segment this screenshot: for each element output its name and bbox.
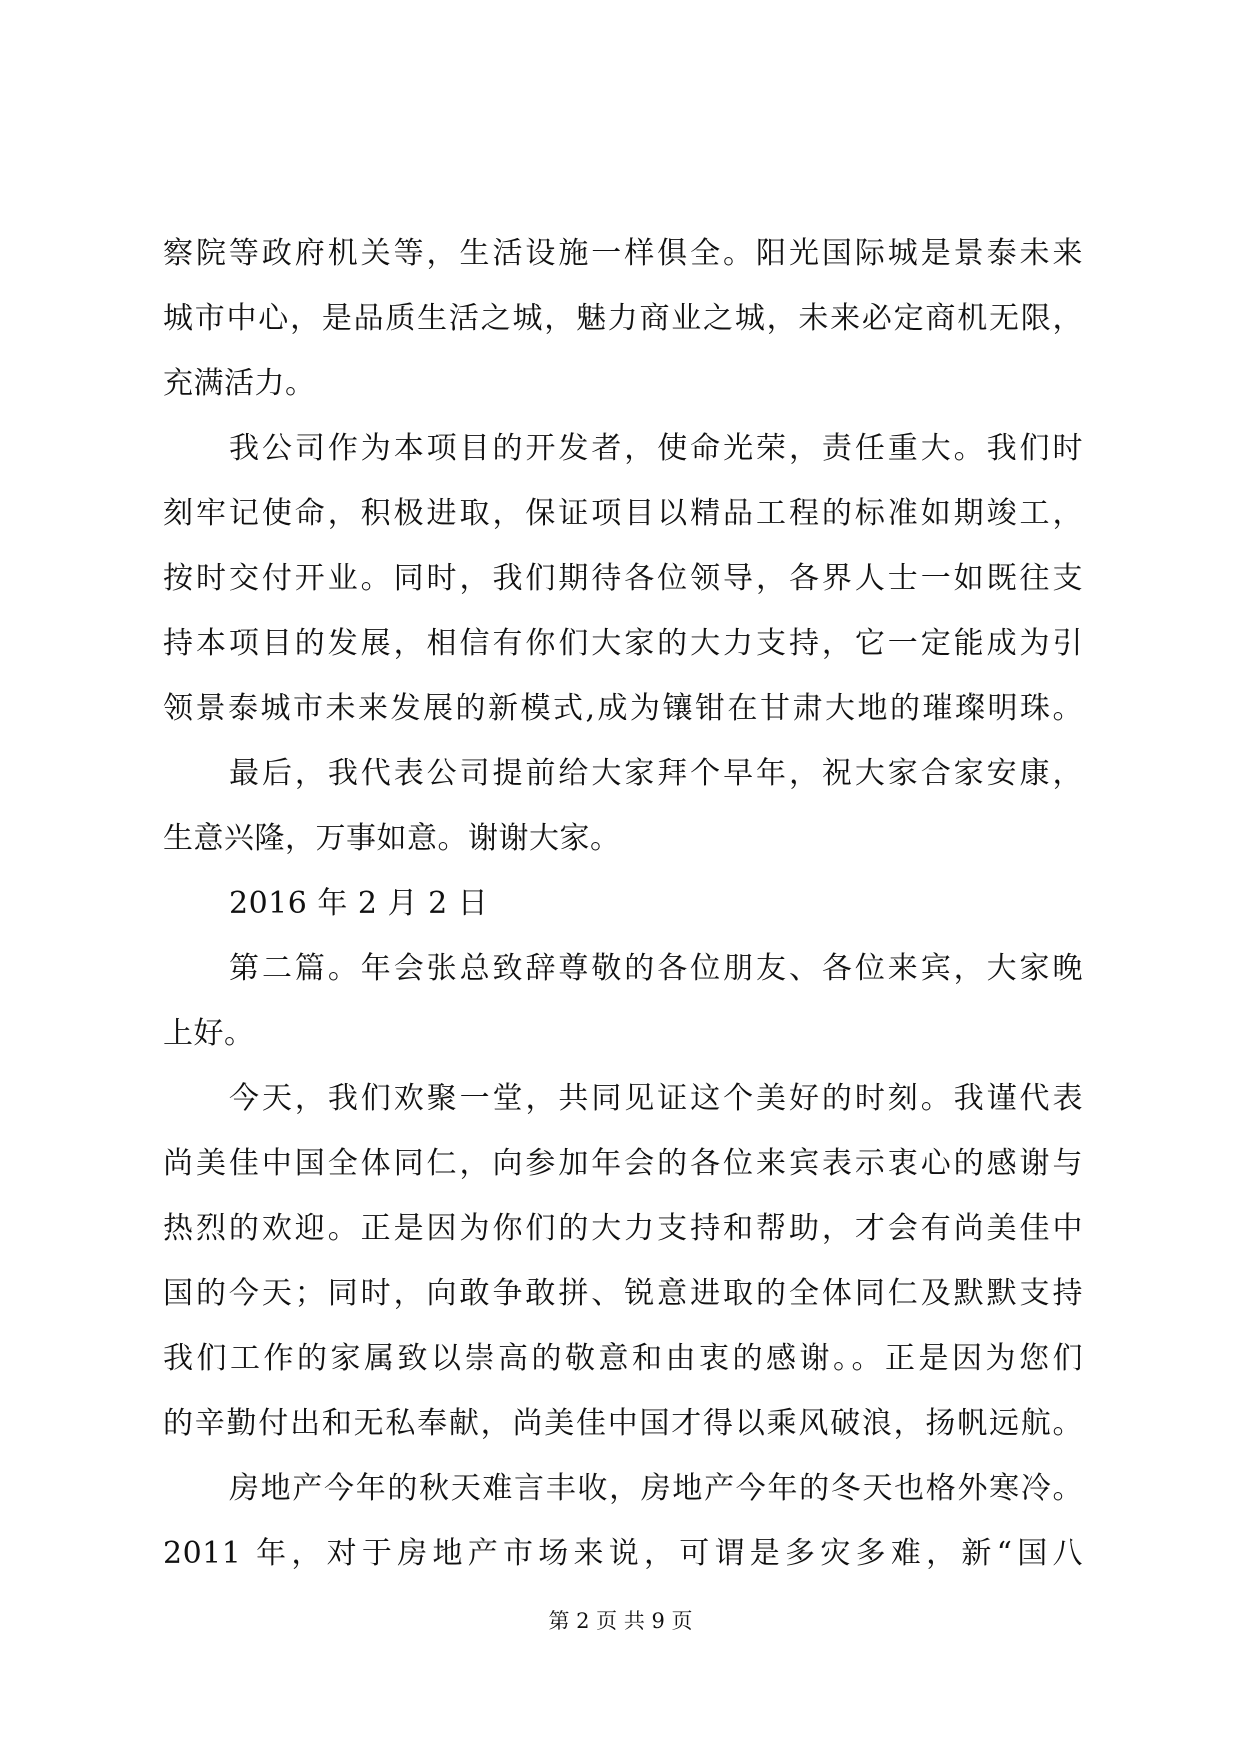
text-line: 城市中心，是品质生活之城，魅力商业之城，未来必定商机无限， (163, 301, 1083, 336)
text-line: 察院等政府机关等，生活设施一样俱全。阳光国际城是景泰未来 (163, 236, 1083, 271)
text-line: 2011 年，对于房地产市场来说，可谓是多灾多难，新“国八 (163, 1536, 1083, 1571)
page-number-footer: 第 2 页 共 9 页 (548, 1609, 693, 1633)
paragraph-first-line: 最后，我代表公司提前给大家拜个早年，祝大家合家安康， (229, 756, 1083, 791)
paragraph-first-line: 房地产今年的秋天难言丰收，房地产今年的冬天也格外寒冷。 (229, 1471, 1083, 1506)
text-line: 我们工作的家属致以崇高的敬意和由衷的感谢。。正是因为您们 (163, 1341, 1083, 1376)
text-line: 按时交付开业。同时，我们期待各位领导，各界人士一如既往支 (163, 561, 1083, 596)
text-line: 尚美佳中国全体同仁，向参加年会的各位来宾表示衷心的感谢与 (163, 1146, 1083, 1181)
text-line: 持本项目的发展，相信有你们大家的大力支持，它一定能成为引 (163, 626, 1083, 661)
paragraph-first-line: 我公司作为本项目的开发者，使命光荣，责任重大。我们时 (229, 431, 1083, 466)
text-line: 国的今天；同时，向敢争敢拼、锐意进取的全体同仁及默默支持 (163, 1276, 1083, 1311)
date-line: 2016 年 2 月 2 日 (229, 886, 489, 921)
section-heading-line: 第二篇。年会张总致辞尊敬的各位朋友、各位来宾，大家晚 (229, 951, 1083, 986)
text-line: 上好。 (163, 1016, 255, 1051)
text-line: 充满活力。 (163, 366, 316, 401)
paragraph-first-line: 今天，我们欢聚一堂，共同见证这个美好的时刻。我谨代表 (229, 1081, 1083, 1116)
text-line: 的辛勤付出和无私奉献，尚美佳中国才得以乘风破浪，扬帆远航。 (163, 1406, 1083, 1441)
text-line: 生意兴隆，万事如意。谢谢大家。 (163, 821, 621, 856)
text-line: 领景泰城市未来发展的新模式,成为镶钳在甘肃大地的璀璨明珠。 (163, 691, 1083, 726)
text-line: 热烈的欢迎。正是因为你们的大力支持和帮助，才会有尚美佳中 (163, 1211, 1083, 1246)
text-line: 刻牢记使命，积极进取，保证项目以精品工程的标准如期竣工， (163, 496, 1083, 531)
